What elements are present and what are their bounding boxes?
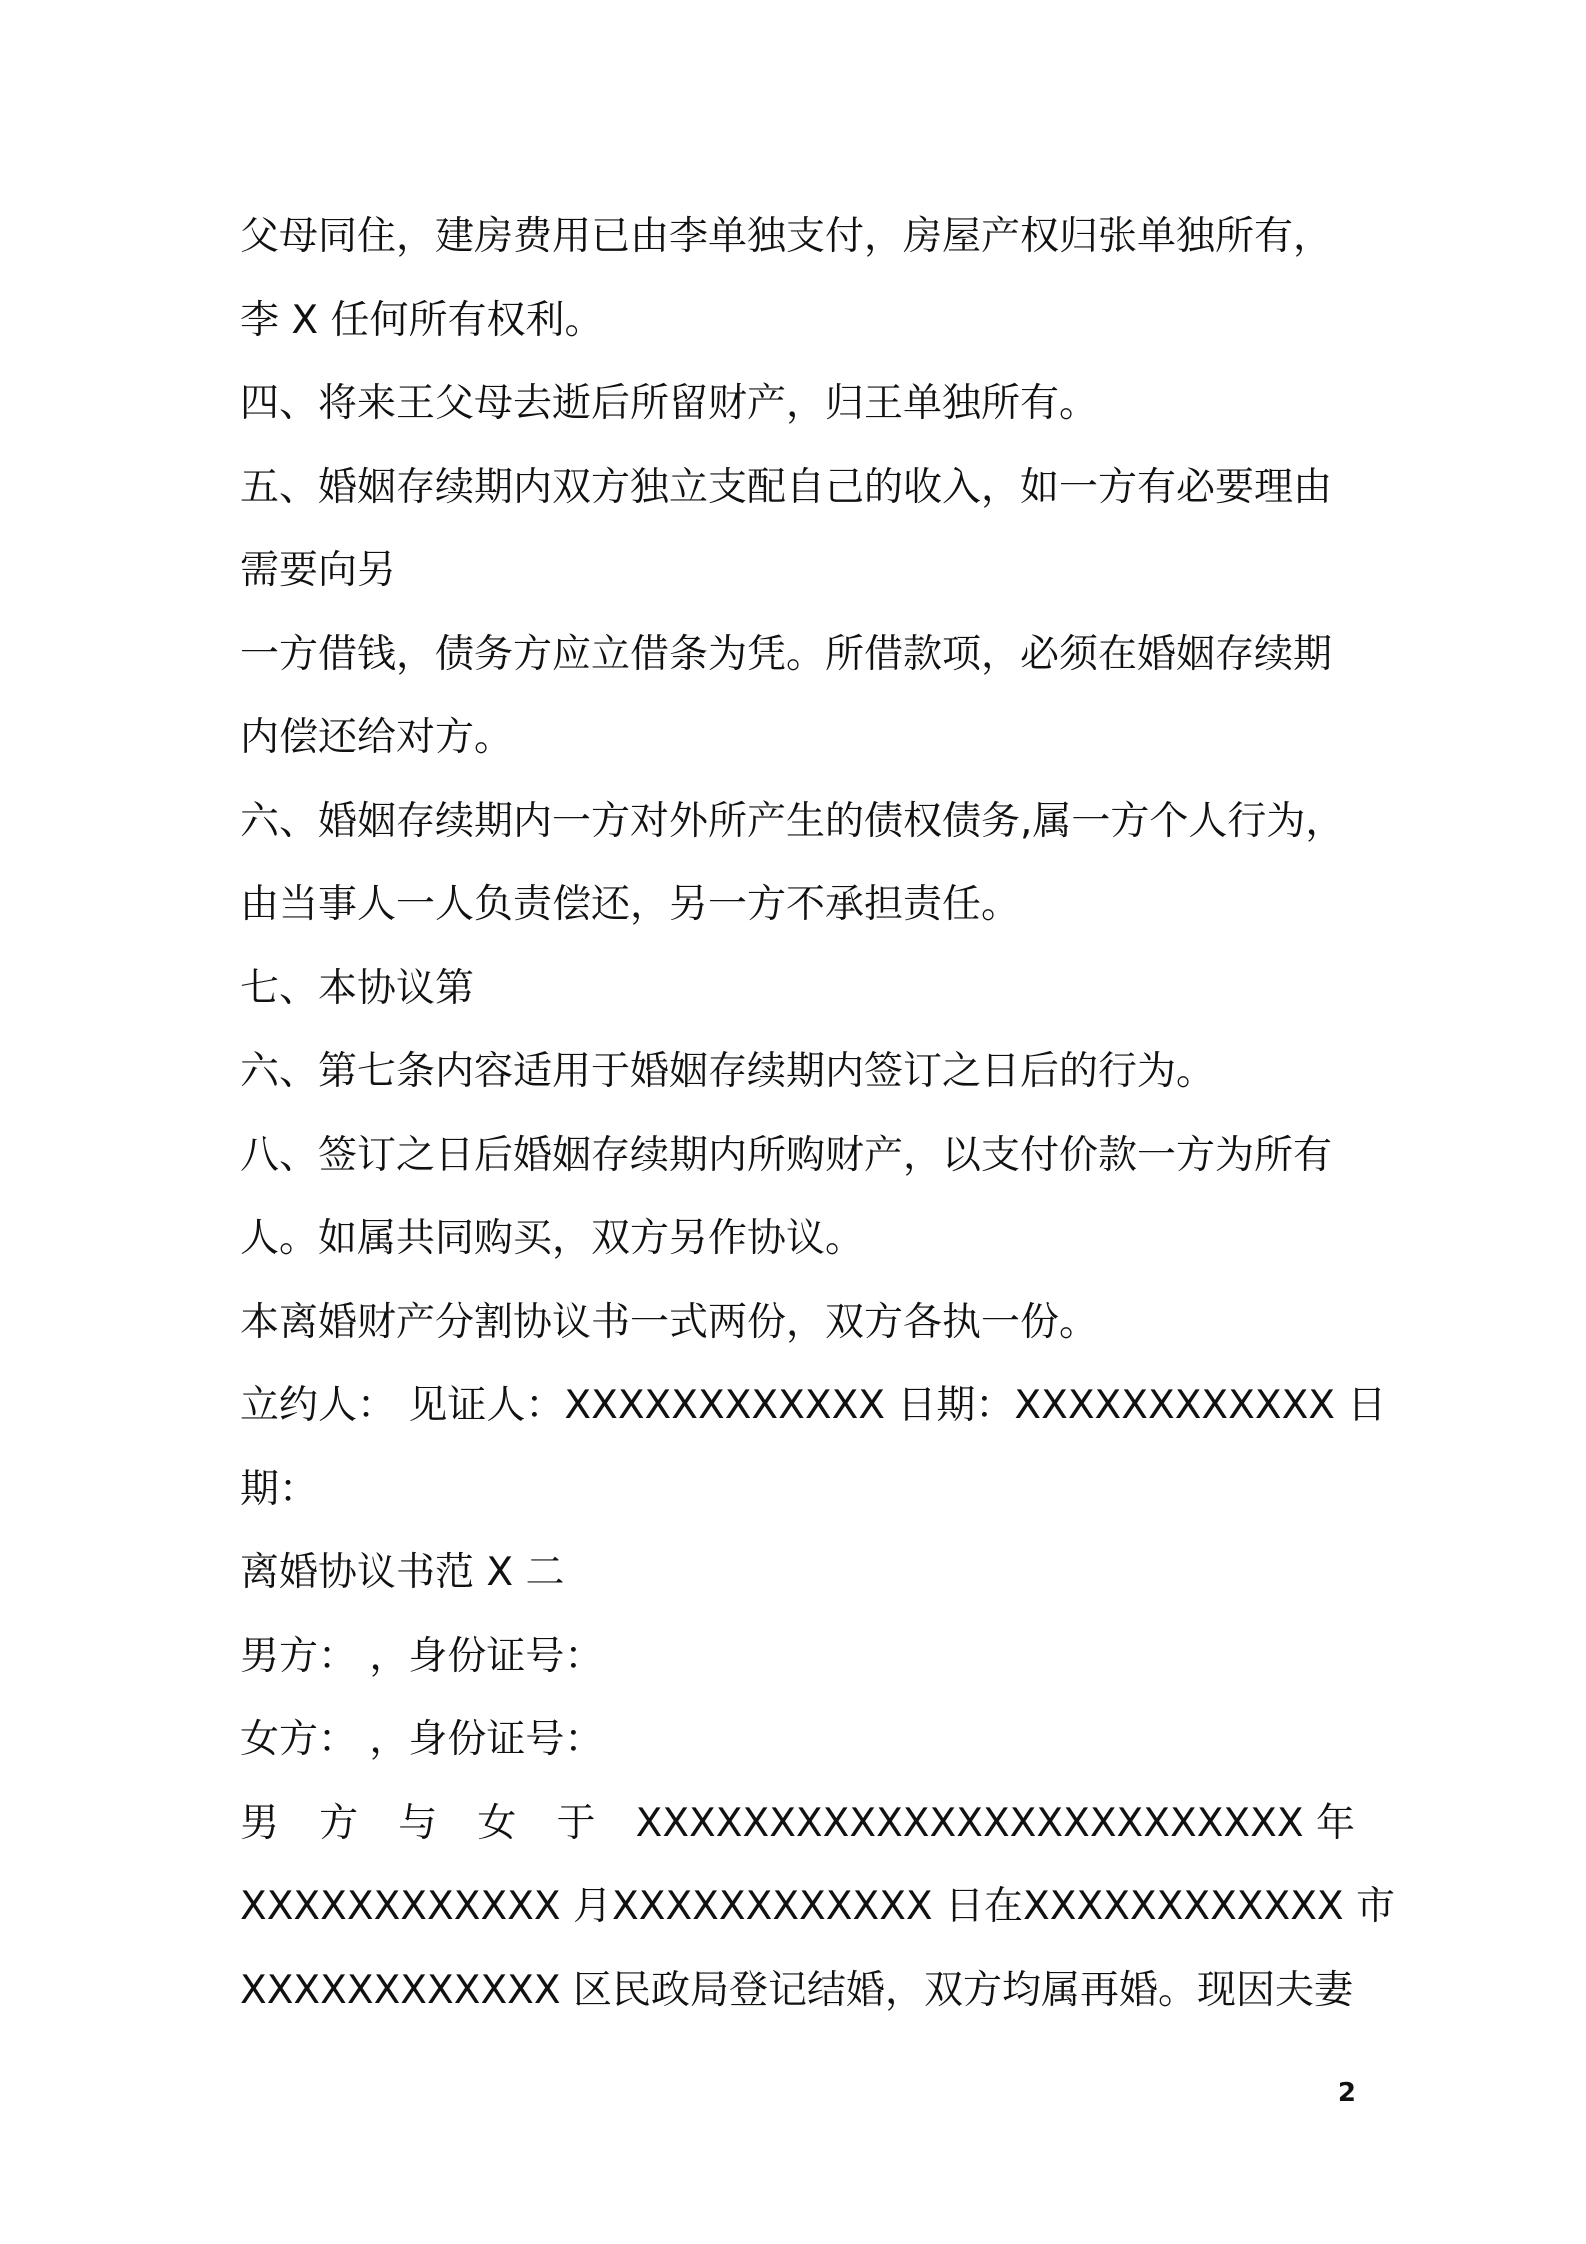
text-line: 期： <box>240 1466 319 1512</box>
text-line: 由当事人一人负责偿还，另一方不承担责任。 <box>240 882 1021 927</box>
female-party-line: 女方： ，身份证号： <box>240 1717 604 1762</box>
section-heading: 离婚协议书范 X 二 <box>240 1550 565 1595</box>
text-segment: 在 <box>984 1884 1024 1929</box>
text-line: 一方借钱，债务方应立借条为凭。所借款项，必须在婚姻存续期 <box>240 631 1333 677</box>
page-number: 2 <box>1337 2078 1356 2108</box>
text-line: 四、将来王父母去逝后所留财产，归王单独所有。 <box>240 381 1099 426</box>
justified-line <box>240 1949 1355 2033</box>
document-body <box>240 195 1396 2032</box>
text-line: 李 X 任何所有权利。 <box>240 297 604 343</box>
text-segment: XXXXXXXXXXXX 月 <box>240 1884 613 1929</box>
text-line: 需要向另 <box>240 548 397 593</box>
text-line: 六、婚姻存续期内一方对外所产生的债权债务,属一方个人行为， <box>240 798 1345 844</box>
text-segment: 方 <box>319 1800 359 1846</box>
text-line: 六、第七条内容适用于婚姻存续期内签订之日后的行为。 <box>240 1049 1216 1094</box>
text-line: 父母同住，建房费用已由李单独支付，房屋产权归张单独所有， <box>240 214 1333 259</box>
text-line: 五、婚姻存续期内双方独立支配自己的收入，如一方有必要理由 <box>240 464 1333 510</box>
text-line: 七、本协议第 <box>240 965 475 1011</box>
text-line: 人。如属共同购买，双方另作协议。 <box>240 1216 865 1261</box>
text-segment: XXXXXXXXXXXX 日 <box>612 1884 985 1929</box>
male-party-line: 男方： ，身份证号： <box>240 1633 604 1679</box>
justified-line <box>240 1865 1396 1949</box>
signature-line: 立约人： 见证人：XXXXXXXXXXXX 日期：XXXXXXXXXXXX 日 <box>240 1383 1387 1428</box>
text-segment: XXXXXXXXXXXX 市 <box>1023 1884 1396 1929</box>
text-segment: XXXXXXXXXXXX 区民政局登记结婚，双方均属再婚。现因夫妻 <box>240 1967 1354 2013</box>
text-segment: 女 <box>477 1800 517 1846</box>
justified-line <box>240 1782 1355 1866</box>
text-segment: 男 <box>240 1800 280 1846</box>
text-segment: 与 <box>398 1800 438 1846</box>
text-line: 内偿还给对方。 <box>240 715 514 760</box>
text-segment: XXXXXXXXXXXXXXXXXXXXXXXXX 年 <box>635 1800 1355 1846</box>
text-line: 本离婚财产分割协议书一式两份，双方各执一份。 <box>240 1299 1099 1345</box>
text-line: 八、签订之日后婚姻存续期内所购财产，以支付价款一方为所有 <box>240 1132 1333 1178</box>
text-segment: 于 <box>556 1800 596 1846</box>
